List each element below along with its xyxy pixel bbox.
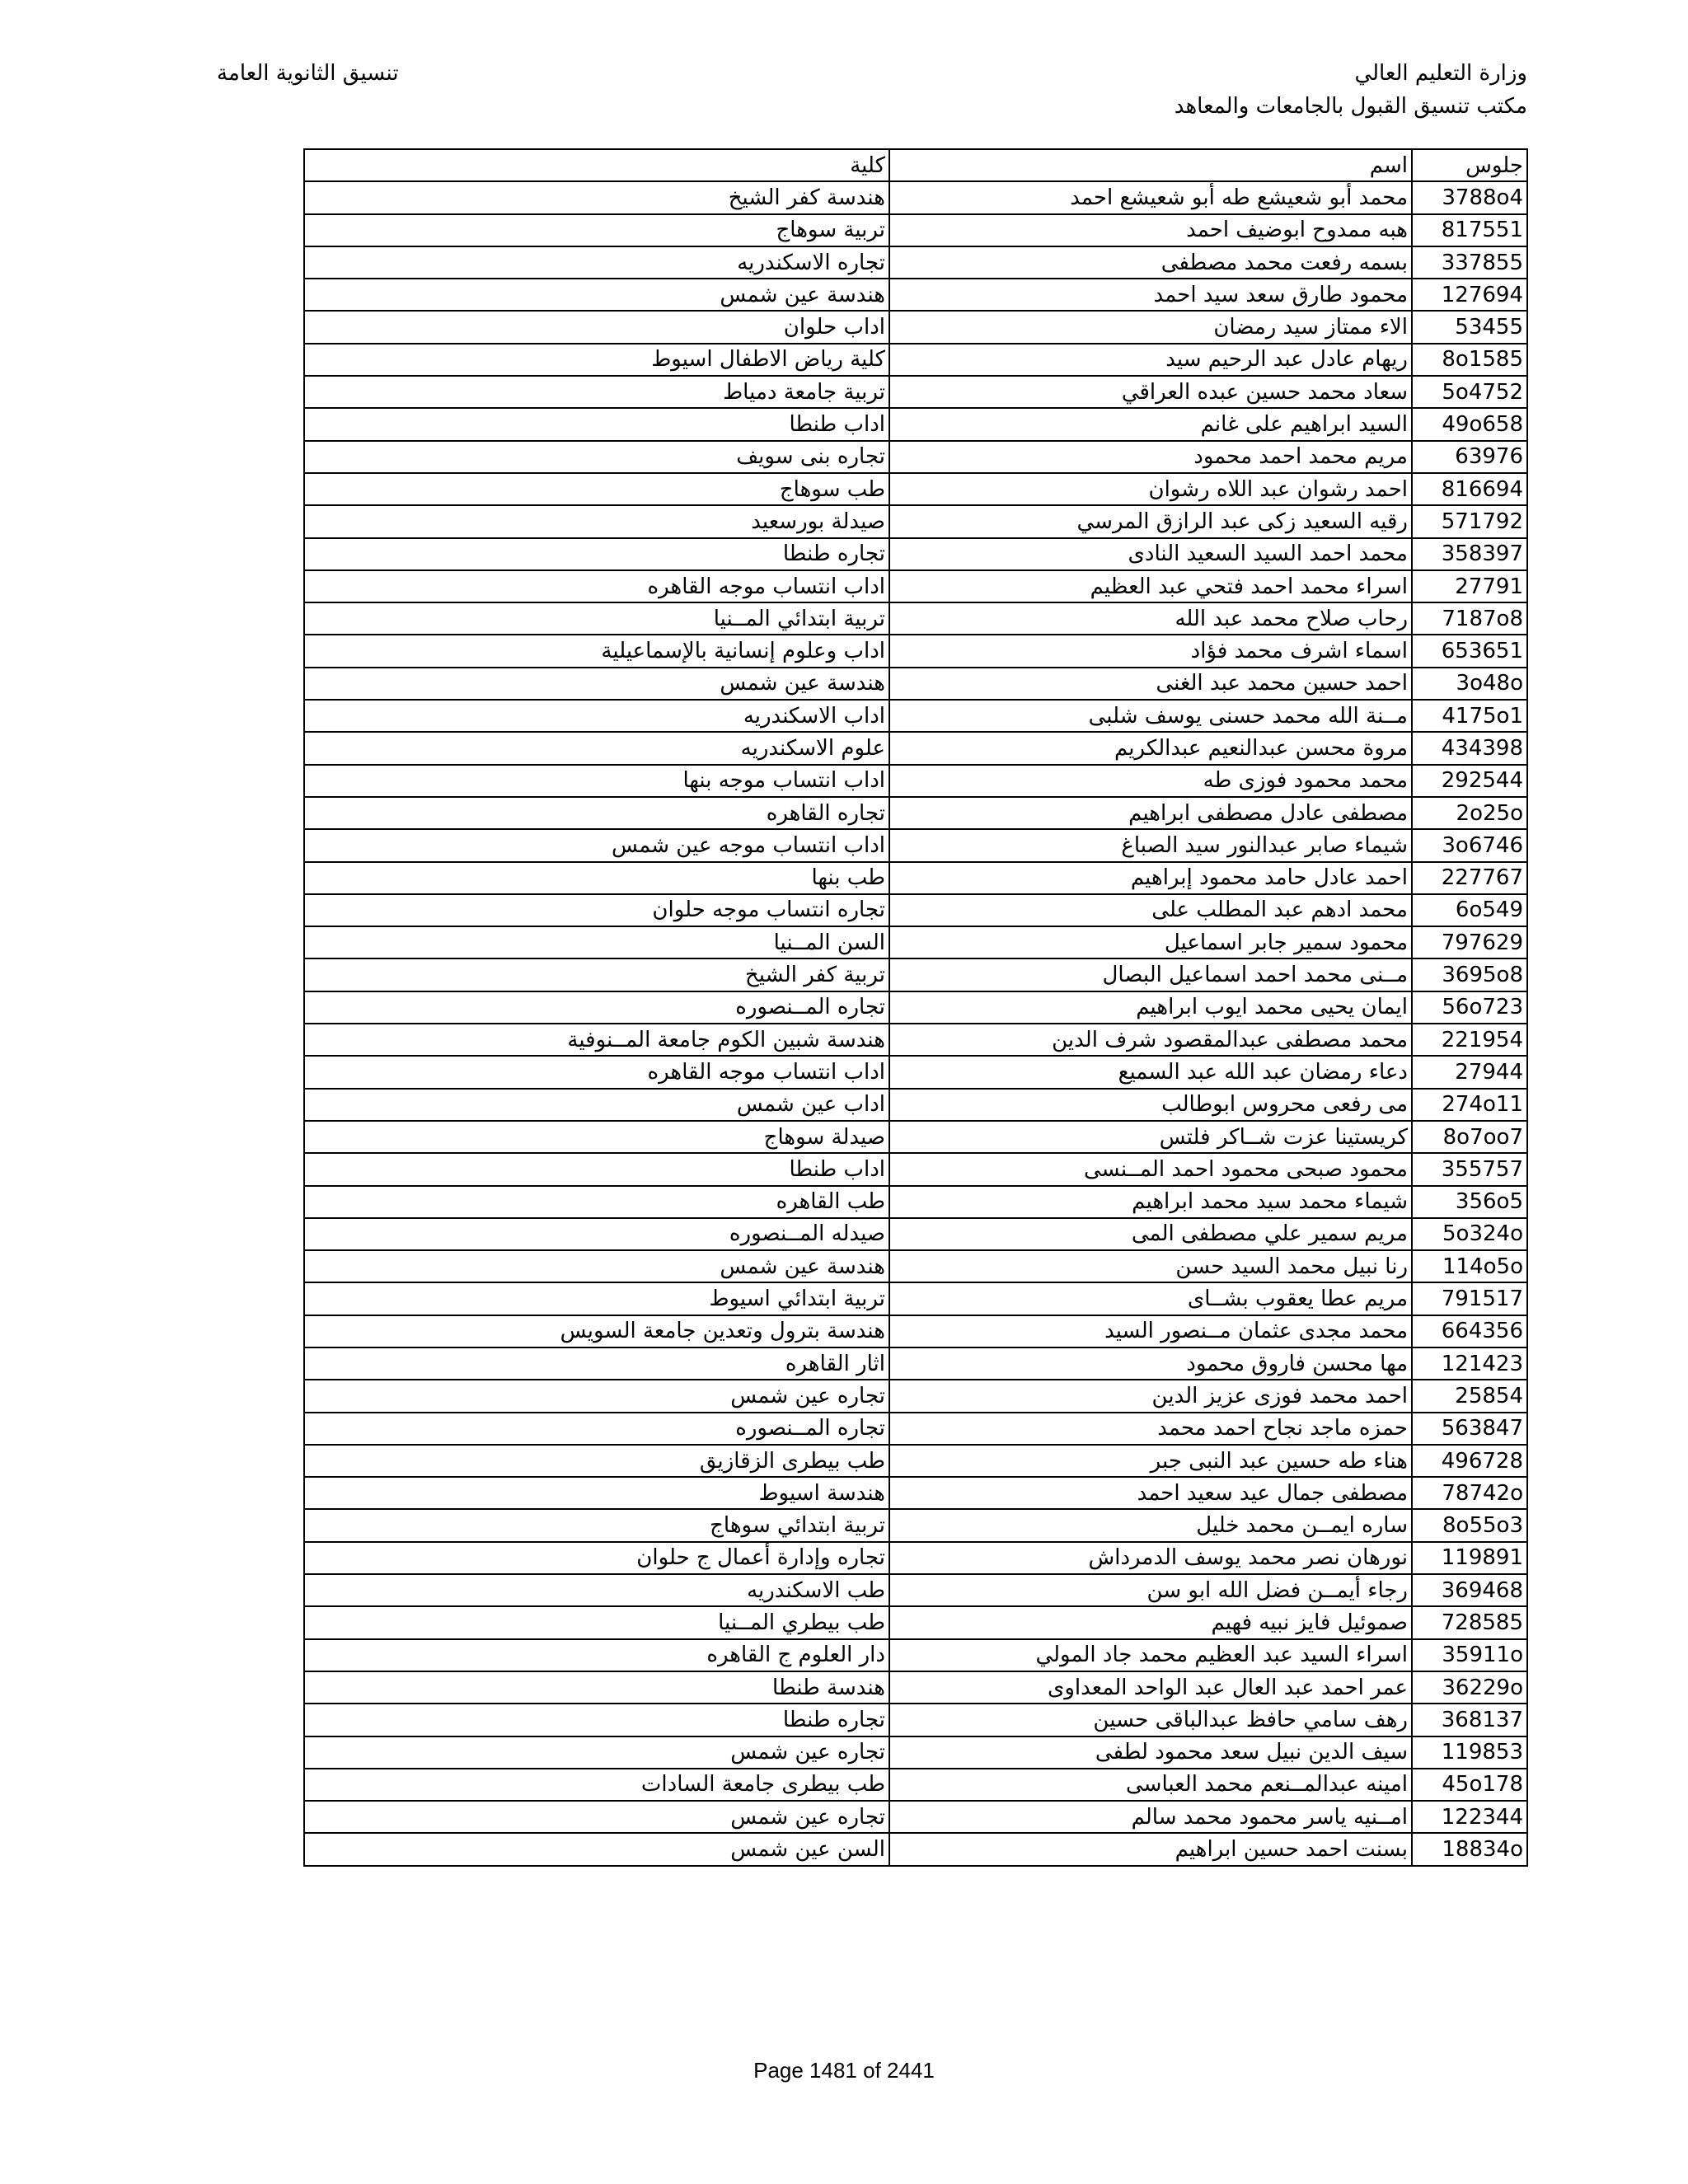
seat-cell: 36229o (1412, 1671, 1527, 1704)
name-cell: صموئيل فايز نبيه فهيم (889, 1606, 1412, 1638)
page-number: Page 1481 of 2441 (753, 2058, 935, 2083)
faculty-cell: اداب انتساب موجه بنها (304, 765, 889, 797)
name-cell: ايمان يحيى محمد ايوب ابراهيم (889, 991, 1412, 1024)
seat-cell: 355757 (1412, 1153, 1527, 1185)
faculty-cell: علوم الاسكندريه (304, 732, 889, 764)
table-row (304, 1218, 1527, 1250)
table-header-row (304, 149, 1527, 181)
ministry-title: وزارة التعليم العالي (1354, 61, 1527, 86)
seat-cell: 496728 (1412, 1445, 1527, 1477)
faculty-cell: صيدله المــنصوره (304, 1218, 889, 1250)
seat-cell: 122344 (1412, 1801, 1527, 1833)
faculty-cell: السن عين شمس (304, 1833, 889, 1865)
table-row (304, 829, 1527, 861)
table-row (304, 1445, 1527, 1477)
seat-cell: 728585 (1412, 1606, 1527, 1638)
name-cell: بسنت احمد حسين ابراهيم (889, 1833, 1412, 1865)
table-row (304, 214, 1527, 246)
faculty-cell: اداب الاسكندريه (304, 700, 889, 732)
name-cell: الاء ممتاز سيد رمضان (889, 311, 1412, 343)
seat-cell: 2o25o (1412, 797, 1527, 829)
faculty-cell: تربية ابتدائي المــنيا (304, 602, 889, 635)
faculty-cell: اداب عين شمس (304, 1089, 889, 1121)
faculty-cell: تجاره المــنصوره (304, 1413, 889, 1445)
faculty-cell: اداب انتساب موجه القاهره (304, 1056, 889, 1088)
name-cell: اسراء محمد احمد فتحي عبد العظيم (889, 570, 1412, 602)
seat-cell: 78742o (1412, 1477, 1527, 1509)
faculty-cell: طب بنها (304, 862, 889, 894)
table-row (304, 602, 1527, 635)
faculty-cell: طب الاسكندريه (304, 1574, 889, 1606)
table-row (304, 376, 1527, 408)
seat-cell: 7187o8 (1412, 602, 1527, 635)
seat-cell: 8o1585 (1412, 344, 1527, 376)
seat-cell: 369468 (1412, 1574, 1527, 1606)
seat-cell: 53455 (1412, 311, 1527, 343)
seat-cell: 114o5o (1412, 1250, 1527, 1282)
seat-cell: 563847 (1412, 1413, 1527, 1445)
faculty-cell: طب بيطري المــنيا (304, 1606, 889, 1638)
table-row (304, 538, 1527, 570)
seat-cell: 797629 (1412, 926, 1527, 958)
faculty-cell: تجاره طنطا (304, 1704, 889, 1736)
table-row (304, 894, 1527, 926)
seat-cell: 27791 (1412, 570, 1527, 602)
table-row (304, 441, 1527, 473)
faculty-cell: هندسة عين شمس (304, 1250, 889, 1282)
table-row (304, 1801, 1527, 1833)
name-cell: هبه ممدوح ابوضيف احمد (889, 214, 1412, 246)
faculty-cell: هندسة كفر الشيخ (304, 181, 889, 213)
seat-cell: 119891 (1412, 1542, 1527, 1574)
name-cell: بسمه رفعت محمد مصطفى (889, 246, 1412, 279)
results-table (303, 148, 1528, 1867)
faculty-cell: تربية ابتدائي اسيوط (304, 1282, 889, 1315)
name-cell: احمد عادل حامد محمود إبراهيم (889, 862, 1412, 894)
table-row (304, 958, 1527, 991)
table-row (304, 1153, 1527, 1185)
faculty-cell: تربية كفر الشيخ (304, 958, 889, 991)
seat-cell: 3o6746 (1412, 829, 1527, 861)
name-cell: امــنيه ياسر محمود محمد سالم (889, 1801, 1412, 1833)
faculty-cell: اداب وعلوم إنسانية بالإسماعيلية (304, 635, 889, 667)
faculty-cell: تجاره بنى سويف (304, 441, 889, 473)
table-row (304, 311, 1527, 343)
seat-cell: 664356 (1412, 1315, 1527, 1347)
seat-cell: 368137 (1412, 1704, 1527, 1736)
name-cell: امينه عبدالمــنعم محمد العباسى (889, 1769, 1412, 1801)
table-row (304, 1574, 1527, 1606)
seat-cell: 6o549 (1412, 894, 1527, 926)
table-row (304, 1639, 1527, 1671)
seat-cell: 35911o (1412, 1639, 1527, 1671)
table-row (304, 926, 1527, 958)
table-row (304, 570, 1527, 602)
faculty-cell: هندسة طنطا (304, 1671, 889, 1704)
faculty-cell: اداب حلوان (304, 311, 889, 343)
faculty-cell: تجاره وإدارة أعمال ج حلوان (304, 1542, 889, 1574)
faculty-cell: هندسة بترول وتعدين جامعة السويس (304, 1315, 889, 1347)
faculty-cell: تربية سوهاج (304, 214, 889, 246)
name-cell: احمد رشوان عبد اللاه رشوان (889, 473, 1412, 505)
seat-cell: 356o5 (1412, 1186, 1527, 1218)
faculty-cell: صيدلة سوهاج (304, 1121, 889, 1153)
name-cell: محمود طارق سعد سيد احمد (889, 279, 1412, 311)
table-row (304, 1509, 1527, 1541)
office-title: مكتب تنسيق القبول بالجامعات والمعاهد (1174, 94, 1527, 119)
name-cell: احمد محمد فوزى عزيز الدين (889, 1380, 1412, 1412)
seat-cell: 45o178 (1412, 1769, 1527, 1801)
name-cell: حمزه ماجد نجاح احمد محمد (889, 1413, 1412, 1445)
seat-cell: 5o4752 (1412, 376, 1527, 408)
name-cell: محمد مصطفى عبدالمقصود شرف الدين (889, 1024, 1412, 1056)
name-cell: عمر احمد عبد العال عبد الواحد المعداوى (889, 1671, 1412, 1704)
faculty-cell: هندسة عين شمس (304, 279, 889, 311)
seat-cell: 816694 (1412, 473, 1527, 505)
name-cell: ساره ايمــن محمد خليل (889, 1509, 1412, 1541)
name-cell: مــنى محمد احمد اسماعيل البصال (889, 958, 1412, 991)
faculty-cell: تجاره عين شمس (304, 1801, 889, 1833)
seat-cell: 8o55o3 (1412, 1509, 1527, 1541)
name-cell: احمد حسين محمد عبد الغنى (889, 668, 1412, 700)
table-row (304, 246, 1527, 279)
table-row (304, 1542, 1527, 1574)
name-cell: مريم سمير علي مصطفى المى (889, 1218, 1412, 1250)
seat-cell: 127694 (1412, 279, 1527, 311)
seat-cell: 25854 (1412, 1380, 1527, 1412)
table-row (304, 668, 1527, 700)
faculty-cell: كلية رياض الاطفال اسيوط (304, 344, 889, 376)
name-cell: محمود سمير جابر اسماعيل (889, 926, 1412, 958)
table-row (304, 1833, 1527, 1865)
table-row (304, 1056, 1527, 1088)
table-row (304, 1089, 1527, 1121)
table-row (304, 408, 1527, 440)
seat-cell: 49o658 (1412, 408, 1527, 440)
faculty-cell: تجاره انتساب موجه حلوان (304, 894, 889, 926)
faculty-cell: هندسة عين شمس (304, 668, 889, 700)
table-row (304, 1736, 1527, 1769)
seat-cell: 337855 (1412, 246, 1527, 279)
faculty-column-header: كلية (304, 149, 889, 181)
name-cell: السيد ابراهيم على غانم (889, 408, 1412, 440)
faculty-cell: اداب انتساب موجه عين شمس (304, 829, 889, 861)
table-row (304, 1315, 1527, 1347)
faculty-cell: طب بيطرى الزقازيق (304, 1445, 889, 1477)
table-row (304, 765, 1527, 797)
faculty-cell: تجاره طنطا (304, 538, 889, 570)
name-column-header: اسم (889, 149, 1412, 181)
faculty-cell: تجاره المــنصوره (304, 991, 889, 1024)
faculty-cell: طب بيطرى جامعة السادات (304, 1769, 889, 1801)
seat-cell: 434398 (1412, 732, 1527, 764)
table-row (304, 1606, 1527, 1638)
seat-cell: 4175o1 (1412, 700, 1527, 732)
table-row (304, 181, 1527, 213)
name-cell: محمد ادهم عبد المطلب على (889, 894, 1412, 926)
table-row (304, 1121, 1527, 1153)
seat-cell: 358397 (1412, 538, 1527, 570)
seat-cell: 653651 (1412, 635, 1527, 667)
table-row (304, 473, 1527, 505)
table-row (304, 1704, 1527, 1736)
name-cell: مريم عطا يعقوب بشــاى (889, 1282, 1412, 1315)
table-row (304, 1186, 1527, 1218)
name-cell: سعاد محمد حسين عبده العراقي (889, 376, 1412, 408)
name-cell: اسماء اشرف محمد فؤاد (889, 635, 1412, 667)
faculty-cell: اداب انتساب موجه القاهره (304, 570, 889, 602)
name-cell: رقيه السعيد زكى عبد الرازق المرسي (889, 505, 1412, 537)
seat-cell: 292544 (1412, 765, 1527, 797)
table-row (304, 1413, 1527, 1445)
name-cell: شيماء محمد سيد محمد ابراهيم (889, 1186, 1412, 1218)
faculty-cell: اداب طنطا (304, 1153, 889, 1185)
faculty-cell: اداب طنطا (304, 408, 889, 440)
name-cell: اسراء السيد عبد العظيم محمد جاد المولي (889, 1639, 1412, 1671)
faculty-cell: تجاره الاسكندريه (304, 246, 889, 279)
name-cell: مصطفى عادل مصطفى ابراهيم (889, 797, 1412, 829)
name-cell: محمد مجدى عثمان مــنصور السيد (889, 1315, 1412, 1347)
faculty-cell: السن المــنيا (304, 926, 889, 958)
name-cell: ريهام عادل عبد الرحيم سيد (889, 344, 1412, 376)
faculty-cell: طب القاهره (304, 1186, 889, 1218)
table-row (304, 344, 1527, 376)
name-cell: مريم محمد احمد محمود (889, 441, 1412, 473)
seat-cell: 571792 (1412, 505, 1527, 537)
name-cell: مــنة الله محمد حسنى يوسف شلبى (889, 700, 1412, 732)
table-row (304, 1347, 1527, 1380)
seat-cell: 817551 (1412, 214, 1527, 246)
table-row (304, 1477, 1527, 1509)
seat-cell: 3o48o (1412, 668, 1527, 700)
table-row (304, 1671, 1527, 1704)
table-body (304, 181, 1527, 1865)
table-row (304, 862, 1527, 894)
name-cell: مصطفى جمال عيد سعيد احمد (889, 1477, 1412, 1509)
name-cell: رحاب صلاح محمد عبد الله (889, 602, 1412, 635)
seat-cell: 3695o8 (1412, 958, 1527, 991)
name-cell: مها محسن فاروق محمود (889, 1347, 1412, 1380)
name-cell: سيف الدين نبيل سعد محمود لطفى (889, 1736, 1412, 1769)
seat-cell: 119853 (1412, 1736, 1527, 1769)
seat-cell: 791517 (1412, 1282, 1527, 1315)
faculty-cell: هندسة شبين الكوم جامعة المــنوفية (304, 1024, 889, 1056)
seat-cell: 121423 (1412, 1347, 1527, 1380)
name-cell: رهف سامي حافظ عبدالباقى حسين (889, 1704, 1412, 1736)
table-row (304, 1769, 1527, 1801)
seat-column-header: جلوس (1412, 149, 1527, 181)
seat-cell: 27944 (1412, 1056, 1527, 1088)
seat-cell: 18834o (1412, 1833, 1527, 1865)
name-cell: هناء طه حسين عبد النبى جبر (889, 1445, 1412, 1477)
seat-cell: 56o723 (1412, 991, 1527, 1024)
name-cell: رنا نبيل محمد السيد حسن (889, 1250, 1412, 1282)
name-cell: محمد أبو شعيشع طه أبو شعيشع احمد (889, 181, 1412, 213)
faculty-cell: دار العلوم ج القاهره (304, 1639, 889, 1671)
faculty-cell: تجاره عين شمس (304, 1380, 889, 1412)
seat-cell: 5o324o (1412, 1218, 1527, 1250)
name-cell: مروة محسن عبدالنعيم عبدالكريم (889, 732, 1412, 764)
name-cell: رجاء أيمــن فضل الله ابو سن (889, 1574, 1412, 1606)
seat-cell: 3788o4 (1412, 181, 1527, 213)
faculty-cell: تجاره القاهره (304, 797, 889, 829)
table-row (304, 505, 1527, 537)
faculty-cell: تربية ابتدائي سوهاج (304, 1509, 889, 1541)
table-row (304, 797, 1527, 829)
name-cell: كريستينا عزت شــاكر فلتس (889, 1121, 1412, 1153)
table-row (304, 635, 1527, 667)
seat-cell: 274o11 (1412, 1089, 1527, 1121)
table-row (304, 279, 1527, 311)
faculty-cell: اثار القاهره (304, 1347, 889, 1380)
faculty-cell: صيدلة بورسعيد (304, 505, 889, 537)
table-row (304, 732, 1527, 764)
seat-cell: 221954 (1412, 1024, 1527, 1056)
faculty-cell: تربية جامعة دمياط (304, 376, 889, 408)
table-row (304, 1282, 1527, 1315)
faculty-cell: هندسة اسيوط (304, 1477, 889, 1509)
name-cell: دعاء رمضان عبد الله عبد السميع (889, 1056, 1412, 1088)
seat-cell: 63976 (1412, 441, 1527, 473)
name-cell: مى رفعى محروس ابوطالب (889, 1089, 1412, 1121)
name-cell: شيماء صابر عبدالنور سيد الصباغ (889, 829, 1412, 861)
seat-cell: 8o7oo7 (1412, 1121, 1527, 1153)
table-row (304, 991, 1527, 1024)
seat-cell: 227767 (1412, 862, 1527, 894)
faculty-cell: طب سوهاج (304, 473, 889, 505)
faculty-cell: تجاره عين شمس (304, 1736, 889, 1769)
name-cell: محمود صبحى محمود احمد المــنسى (889, 1153, 1412, 1185)
program-title: تنسيق الثانوية العامة (217, 61, 399, 86)
table-row (304, 1024, 1527, 1056)
name-cell: محمد احمد السيد السعيد النادى (889, 538, 1412, 570)
name-cell: محمد محمود فوزى طه (889, 765, 1412, 797)
table-row (304, 700, 1527, 732)
name-cell: نورهان نصر محمد يوسف الدمرداش (889, 1542, 1412, 1574)
table-row (304, 1250, 1527, 1282)
table-row (304, 1380, 1527, 1412)
